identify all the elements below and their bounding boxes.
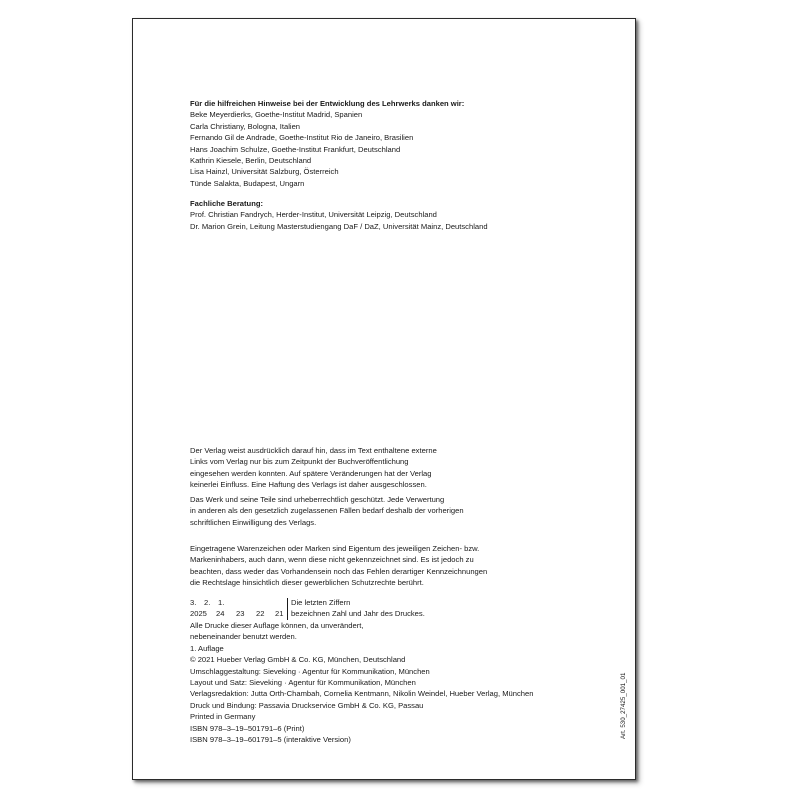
imprint-line: Druck und Bindung: Passavia Druckservice GmbH & Co. KG, Passau: [190, 700, 424, 710]
imprint-line: Layout und Satz: Sieveking · Agentur für Kommunikation, München: [190, 677, 416, 687]
copyright-notice: [190, 494, 464, 528]
year-number: 21: [275, 609, 284, 619]
trademark-line: Eingetragene Warenzeichen oder Marken sind Eigentum des jeweiligen Zeichen- bzw.: [190, 544, 480, 553]
advisors-heading: Fachliche Beratung:: [190, 199, 263, 208]
print-number-divider: [287, 598, 288, 620]
credits-section: [190, 98, 464, 189]
imprint-line: Printed in Germany: [190, 712, 256, 722]
explanation-line: Die letzten Ziffern: [291, 598, 351, 607]
imprint-line: Verlagsredaktion: Jutta Orth-Chambah, Cornelia Kentmann, Nikolin Weindel, Hueber Verlag, München: [190, 689, 534, 699]
credit-line: Tünde Salakta, Budapest, Ungarn: [190, 178, 305, 188]
year-numbers: [190, 608, 290, 619]
print-number-grid: [190, 597, 290, 620]
print-number-explanation: [291, 597, 425, 620]
imprint-line: nebeneinander benutzt werden.: [190, 632, 297, 642]
explanation-line: bezeichnen Zahl und Jahr des Druckes.: [291, 609, 425, 619]
edition-number: 3.: [190, 598, 197, 607]
article-number: Art. 530_27425_001_01: [620, 672, 627, 739]
credit-line: Carla Christiany, Bologna, Italien: [190, 121, 301, 131]
copyright-line: in anderen als den gesetzlich zugelassenen Fällen bedarf deshalb der vorherigen: [190, 506, 464, 516]
edition-number: 1.: [218, 598, 225, 607]
isbn-interactive: ISBN 978–3–19–601791–5 (interaktive Version): [190, 734, 351, 744]
year-number: 24: [216, 609, 225, 619]
advisor-line: Prof. Christian Fandrych, Herder-Institut, Universität Leipzig, Deutschland: [190, 210, 437, 220]
document-page: [132, 18, 636, 780]
year-number: 2025: [190, 609, 207, 619]
disclaimer-line: Links vom Verlag nur bis zum Zeitpunkt der Buchveröffentlichung: [190, 457, 409, 467]
edition-number: 2.: [204, 598, 211, 607]
credit-line: Lisa Hainzl, Universität Salzburg, Österreich: [190, 167, 339, 177]
year-number: 23: [236, 609, 245, 619]
year-number: 22: [256, 609, 265, 619]
credit-line: Hans Joachim Schulze, Goethe-Institut Frankfurt, Deutschland: [190, 144, 401, 154]
trademark-line: die Rechtslage hinsichtlich dieser gewerblichen Schutzrechte berührt.: [190, 578, 424, 588]
copyright-line: schriftlichen Einwilligung des Verlags.: [190, 517, 317, 527]
links-disclaimer: [190, 445, 437, 491]
imprint-section: [190, 620, 533, 745]
credits-heading: Für die hilfreichen Hinweise bei der Entwicklung des Lehrwerks danken wir:: [190, 99, 465, 108]
disclaimer-line: eingesehen werden konnten. Auf spätere Veränderungen hat der Verlag: [190, 468, 432, 478]
credit-line: Fernando Gil de Andrade, Goethe-Institut Rio de Janeiro, Brasilien: [190, 133, 414, 143]
trademark-notice: [190, 543, 487, 589]
credit-line: Beke Meyerdierks, Goethe-Institut Madrid, Spanien: [190, 110, 363, 120]
trademark-line: beachten, dass weder das Vorhandensein noch das Fehlen derartiger Kennzeichnungen: [190, 566, 488, 576]
copyright-line: © 2021 Hueber Verlag GmbH & Co. KG, München, Deutschland: [190, 655, 406, 665]
edition-numbers: [190, 597, 290, 608]
copyright-line: Das Werk und seine Teile sind urheberrechtlich geschützt. Jede Verwertung: [190, 495, 445, 504]
edition-label: 1. Auflage: [190, 643, 224, 653]
advisors-section: [190, 198, 488, 232]
disclaimer-line: Der Verlag weist ausdrücklich darauf hin, dass im Text enthaltene externe: [190, 446, 437, 455]
isbn-print: ISBN 978–3–19–501791–6 (Print): [190, 723, 305, 733]
trademark-line: Markeninhabers, auch dann, wenn diese nicht gekennzeichnet sind. Es ist jedoch zu: [190, 555, 474, 565]
credit-line: Kathrin Kiesele, Berlin, Deutschland: [190, 155, 312, 165]
disclaimer-line: keinerlei Einfluss. Eine Haftung des Verlags ist daher ausgeschlossen.: [190, 480, 427, 490]
imprint-line: Umschlaggestaltung: Sieveking · Agentur für Kommunikation, München: [190, 666, 430, 676]
advisor-line: Dr. Marion Grein, Leitung Masterstudiengang DaF / DaZ, Universität Mainz, Deutschland: [190, 221, 488, 231]
imprint-line: Alle Drucke dieser Auflage können, da unverändert,: [190, 621, 364, 630]
